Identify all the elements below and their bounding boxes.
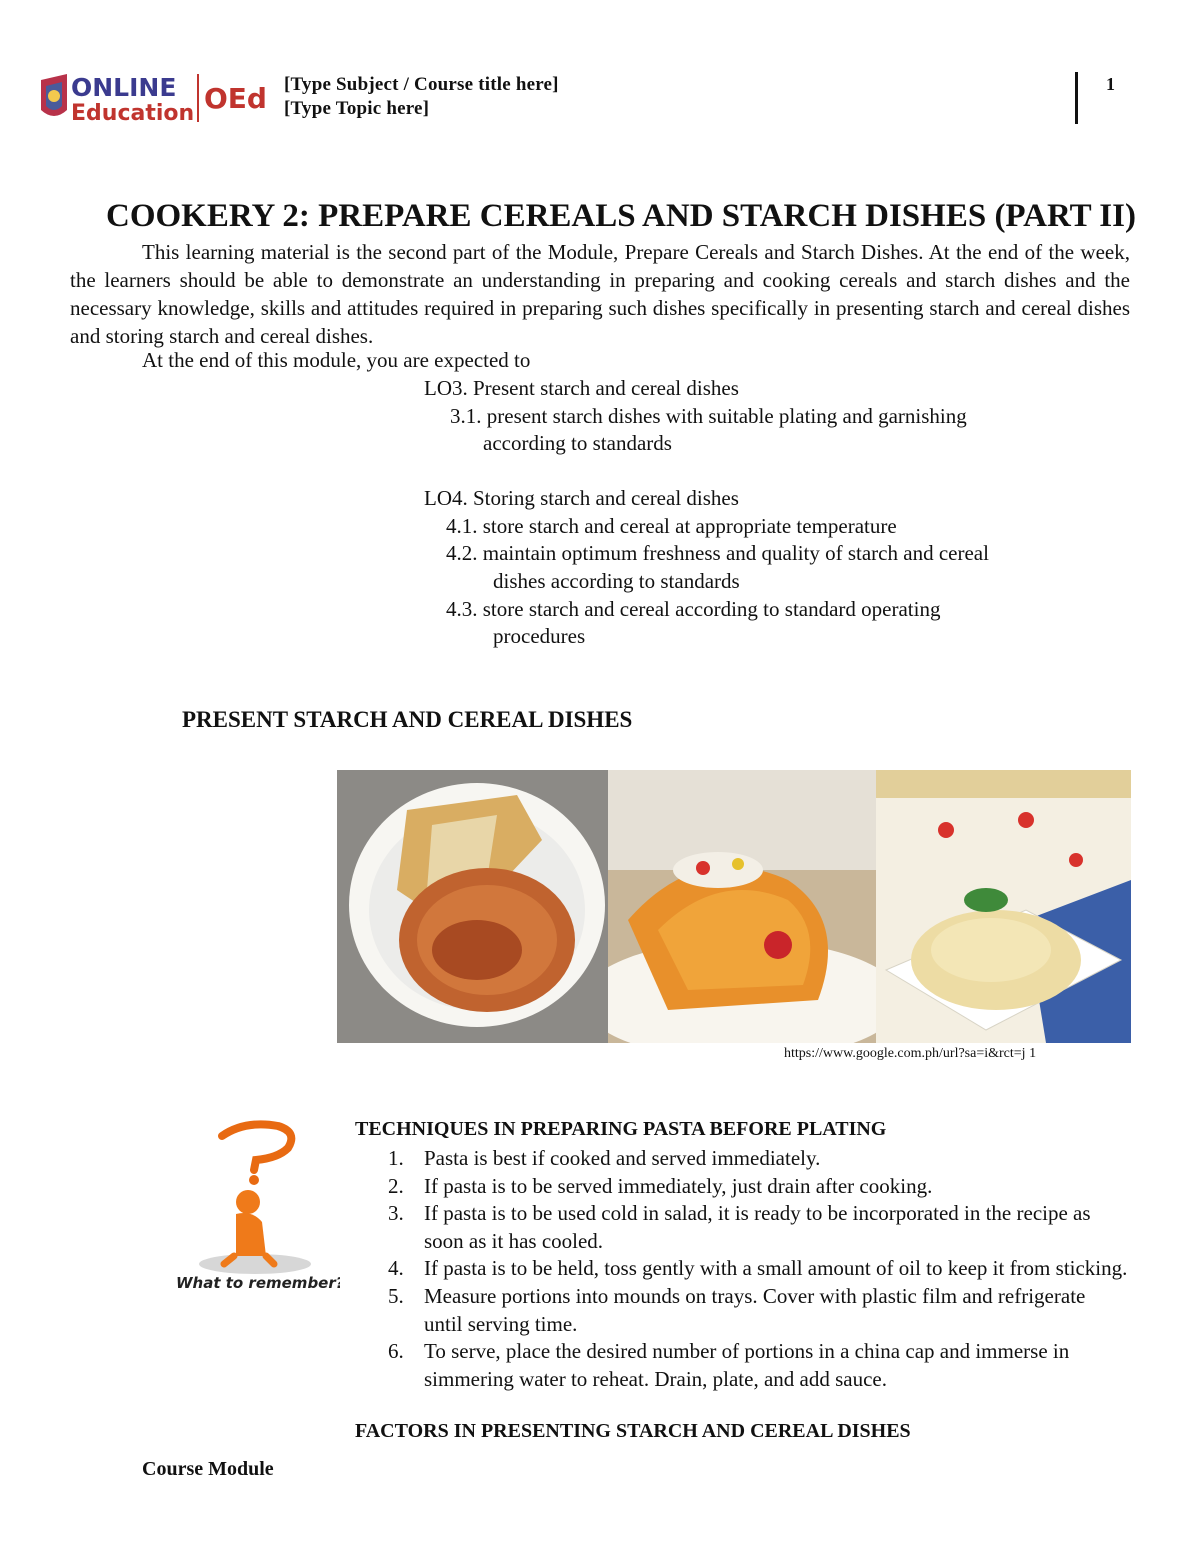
- page-title: COOKERY 2: PREPARE CEREALS AND STARCH DISHES (PART II): [106, 198, 1136, 234]
- objective-lo4-3: 4.3. store starch and cereal according to standard operating: [446, 597, 941, 621]
- svg-text:OEd: OEd: [204, 82, 267, 115]
- image-credit: https://www.google.com.ph/url?sa=i&rct=j 1: [784, 1046, 1037, 1061]
- expected-intro: At the end of this module, you are expected to: [142, 348, 531, 372]
- list-item: 1. Pasta is best if cooked and served immediately.: [388, 1146, 821, 1170]
- subject-placeholder: [Type Subject / Course title here]: [284, 74, 559, 95]
- svg-text:Education: Education: [71, 101, 195, 126]
- objective-lo4-1: 4.1. store starch and cereal at appropriate temperature: [446, 514, 897, 538]
- footer-course-module: Course Module: [142, 1458, 274, 1480]
- objective-lo4-2-cont: dishes according to standards: [493, 569, 740, 593]
- section-heading: PRESENT STARCH AND CEREAL DISHES: [182, 707, 633, 732]
- plated-pasta-photo: [608, 770, 876, 1043]
- page-number: 1: [1106, 74, 1115, 94]
- svg-text:ONLINE: ONLINE: [71, 73, 177, 102]
- online-education-logo: [38, 70, 278, 128]
- techniques-heading: TECHNIQUES IN PREPARING PASTA BEFORE PLATING: [355, 1118, 887, 1140]
- intro-paragraph: This learning material is the second part of the Module, Prepare Cereals and Starch Dishes. At the end of the week, the learners should be able to demonstrate an understanding in preparing and cooking cereals and starch dishes and the necessary knowledge, skills and attitudes required in preparing such dishes specifically in presenting starch and cereal dishes and storing starch and cereal dishes.: [70, 240, 1130, 348]
- objective-lo4: LO4. Storing starch and cereal dishes: [424, 486, 739, 510]
- svg-text:What to remember?: What to remember?: [176, 1274, 340, 1292]
- list-item: 5. Measure portions into mounds on trays. Cover with plastic film and refrigerate until serving time.: [388, 1283, 1086, 1336]
- techniques-list: [388, 1145, 1128, 1393]
- objective-lo4-3-cont: procedures: [493, 624, 586, 648]
- what-to-remember-figure: [170, 1118, 340, 1298]
- pasta-salad-photo: [876, 770, 1131, 1043]
- objective-lo4-2: 4.2. maintain optimum freshness and quality of starch and cereal: [446, 541, 989, 565]
- spaghetti-chicken-photo: [337, 770, 608, 1043]
- topic-placeholder: [Type Topic here]: [284, 98, 430, 119]
- header-divider: [1075, 72, 1078, 124]
- list-item: 4. If pasta is to be held, toss gently with a small amount of oil to keep it from sticking.: [388, 1256, 1128, 1281]
- objective-lo3-1-cont: according to standards: [483, 431, 672, 455]
- objective-lo3: LO3. Present starch and cereal dishes: [424, 376, 739, 400]
- factors-heading: FACTORS IN PRESENTING STARCH AND CEREAL DISHES: [355, 1420, 911, 1442]
- objective-lo3-1: 3.1. present starch dishes with suitable plating and garnishing: [450, 404, 967, 428]
- list-item: 3. If pasta is to be used cold in salad, it is ready to be incorporated in the recipe as soon as it has cooled.: [388, 1201, 1091, 1253]
- list-item: 2. If pasta is to be served immediately, just drain after cooking.: [388, 1173, 933, 1198]
- list-item: 6. To serve, place the desired number of portions in a china cap and immerse in simmering water to reheat. Drain, plate, and add sauce.: [388, 1339, 1070, 1391]
